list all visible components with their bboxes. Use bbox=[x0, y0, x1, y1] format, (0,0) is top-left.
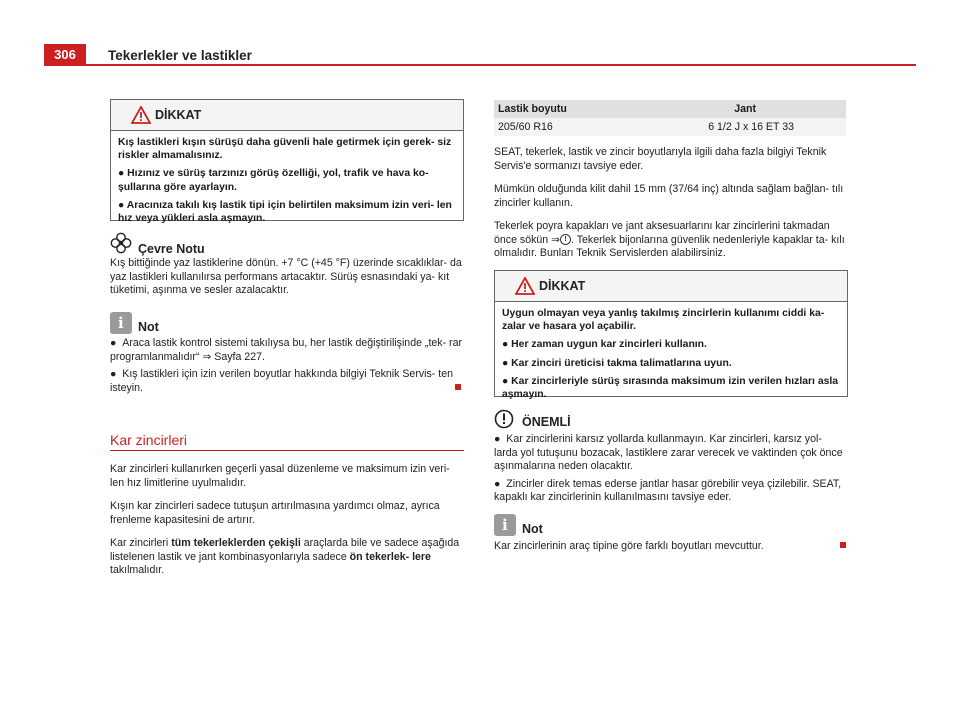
table-row bbox=[494, 118, 846, 136]
paragraph: Tekerlek poyra kapakları ve jant aksesuarlarını kar zincirlerini takmadan önce sökün ⇒ ! . Tekerlek bijonlarına güvenlik nedenleriyle kapaklar ta- kılı olmalıdır. Bunları Teknik Servislerden alabilirsiniz. bbox=[494, 220, 845, 260]
table-header: Lastik boyutu bbox=[494, 100, 652, 118]
warning-bullet: Aracınıza takılı kış lastik tipi için belirtilen maksimum izin veri- len hız veya yükleri asla aşmayın. bbox=[118, 199, 452, 225]
bullet-icon: ● bbox=[118, 199, 127, 211]
table-header: Jant bbox=[652, 100, 846, 118]
important-bullet: Kar zincirlerini karsız yollarda kullanmayın. Kar zincirleri, karsız yol- larda yol tutuşunu bozacak, lastiklere zarar verecek ve vaktinden çok önce aşınmalarına neden olacaktır. bbox=[494, 433, 843, 473]
warning-bullet: Her zaman uygun kar zincirleri kullanın. bbox=[511, 339, 707, 351]
warning-label: DİKKAT bbox=[539, 279, 586, 293]
env-note-label: Çevre Notu bbox=[138, 242, 205, 256]
section-paragraph: Kar zincirleri tüm tekerleklerden çekişli araçlarda bile ve sadece aşağıda listelenen lastik ve jant kombinasyonlarıyla sadece ön tekerlek- lere takılmalıdır. bbox=[110, 537, 460, 577]
emphasis-text: ön tekerlek- lere bbox=[349, 550, 431, 563]
warning-triangle-icon bbox=[131, 106, 151, 124]
bullet-icon: ● bbox=[494, 477, 507, 490]
warning-label: DİKKAT bbox=[155, 108, 202, 122]
page-number: 306 bbox=[44, 44, 86, 66]
paragraph: Mümkün olduğunda kilit dahil 15 mm (37/64 inç) altında sağlam bağlan- tılı zincirler kullanın. bbox=[494, 183, 844, 209]
end-marker bbox=[840, 542, 846, 548]
note-bullet: Kış lastikleri için izin verilen boyutlar hakkında bilgiyi Teknik Servis- ten isteyin. bbox=[110, 368, 453, 394]
important-label: ÖNEMLİ bbox=[522, 415, 571, 429]
bullet-icon: ● bbox=[494, 433, 507, 445]
warning-text: Kış lastikleri kışın sürüşü daha güvenli hale getirmek için gerek- siz riskler almamalısınız. bbox=[118, 137, 452, 162]
env-note-text: Kış bittiğinde yaz lastiklerine dönün. +7 °C (+45 °F) üzerinde sıcaklıklar- da yaz lastikleri kullanılırsa performans artacaktır. Sürüş esnasındaki ya- kıt tüketimi, aşınma ve sesler azalacaktır. bbox=[110, 257, 462, 297]
note-text: Kar zincirlerinin araç tipine göre farklı boyutları mevcuttur. bbox=[494, 540, 764, 552]
table-cell: 205/60 R16 bbox=[494, 118, 652, 136]
warning-bullet: Kar zinciri üreticisi takma talimatlarına uyun. bbox=[511, 357, 732, 369]
page-title: Tekerlekler ve lastikler bbox=[108, 48, 252, 63]
note-label: Not bbox=[522, 522, 543, 536]
caution-reference-icon[interactable]: ! bbox=[560, 234, 571, 245]
warning-triangle-icon bbox=[515, 277, 535, 295]
bullet-icon: ● bbox=[110, 337, 123, 349]
important-bullet: Zincirler direk temas ederse jantlar hasar görebilir veya çizilebilir. SEAT, kapaklı kar zincirlerinin kullanılmasını tavsiye eder. bbox=[494, 477, 842, 504]
important-exclamation-icon bbox=[494, 409, 514, 429]
bullet-icon: ● bbox=[110, 368, 123, 381]
note-label: Not bbox=[138, 320, 159, 334]
tyre-rim-table bbox=[494, 100, 846, 136]
bullet-icon: ● bbox=[502, 339, 512, 351]
note-bullet: Araca lastik kontrol sistemi takılıysa bu, her lastik değiştirilişinde „tek- rar programlanmalıdır“ bbox=[110, 337, 463, 363]
warning-box-snow-chains bbox=[494, 270, 848, 401]
paragraph: SEAT, tekerlek, lastik ve zincir boyutlarıyla ilgili daha fazla bilgiyi Teknik Servis'e sormanızı tavsiye eder. bbox=[494, 146, 827, 172]
section-rule bbox=[110, 450, 464, 451]
info-note-icon: i bbox=[110, 312, 132, 334]
warning-bullet: Kar zincirleriyle sürüş sırasında maksimum izin verilen hızları asla aşmayın. bbox=[502, 375, 839, 401]
flower-environment-icon bbox=[110, 232, 132, 254]
bullet-icon: ● bbox=[502, 357, 512, 369]
bullet-icon: ● bbox=[502, 375, 512, 387]
warning-bullet: Hızınız ve sürüş tarzınızı görüş özelliği, yol, trafik ve hava ko- şullarına göre ayarlayın. bbox=[118, 168, 429, 193]
emphasis-text: tüm tekerleklerden çekişli bbox=[171, 537, 301, 549]
section-paragraph: Kar zincirleri kullanırken geçerli yasal düzenleme ve maksimum izin veri- len hız limitlerine uyulmalıdır. bbox=[110, 463, 450, 489]
table-cell: 6 1/2 J x 16 ET 33 bbox=[652, 118, 846, 136]
section-paragraph: Kışın kar zincirleri sadece tutuşun artırılmasına yardımcı olmaz, ayrıca frenleme kapasitesini de artırır. bbox=[110, 500, 440, 526]
warning-box-winter-tyres bbox=[110, 99, 464, 225]
section-title: Kar zincirleri bbox=[110, 432, 188, 448]
header-rule bbox=[86, 64, 916, 66]
page-reference-link[interactable]: ⇒ Sayfa 227. bbox=[202, 350, 265, 363]
bullet-icon: ● bbox=[118, 168, 128, 180]
info-note-icon: i bbox=[494, 514, 516, 536]
warning-text: Uygun olmayan veya yanlış takılmış zincirlerin kullanımı ciddi ka- zalar ve hasara yol açabilir. bbox=[502, 308, 825, 333]
end-marker bbox=[455, 384, 461, 390]
